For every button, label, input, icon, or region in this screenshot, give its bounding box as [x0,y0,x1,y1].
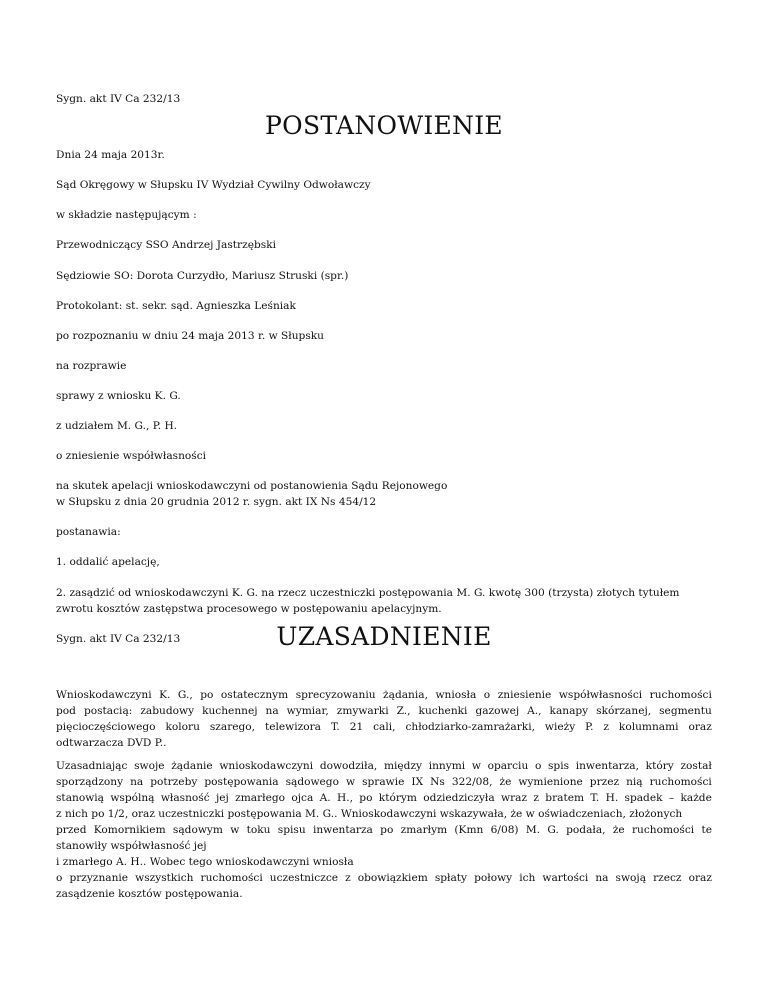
paragraph-line: stanowiły współwłasność jej [56,840,207,852]
judges: Sędziowie SO: Dorota Curzydło, Mariusz Struski (spr.) [56,270,349,282]
paragraph-line: zasądzenie kosztów postępowania. [56,888,243,900]
hearing-info: po rozpoznaniu w dniu 24 maja 2013 r. w Słupsku [56,330,324,342]
paragraph-line: Wnioskodawczyni K. G., po ostatecznym sprecyzowaniu żądania, wniosła o zniesienie współwłasności ruchomości [56,689,712,701]
paragraph-line: pięcioczęściowego koloru szarego, telewizora T. 21 cali, chłodziarko-zamrażarki, wieży P. z kolumnami oraz [56,721,712,733]
ruling-item-2-line-2: zwrotu kosztów zastępstwa procesowego w postępowaniu apelacyjnym. [56,603,442,615]
paragraph-line: przed Komornikiem sądowym w toku spisu inwentarza po zmarłym (Kmn 6/08) M. G. podała, że ruchomości te [56,824,712,836]
paragraph-line: z nich po 1/2, oraz uczestniczki postępowania M. G.. Wnioskodawczyni wskazywała, że w oświadczeniach, złożonych [56,808,683,820]
justification-paragraph-2 [56,758,712,902]
ruling-item-2-line-1: 2. zasądzić od wnioskodawczyni K. G. na rzecz uczestniczki postępowania M. G. kwotę 300 (trzysta) złotych tytułem [56,587,680,599]
resolves-label: postanawia: [56,526,121,538]
case-subject: o zniesienie współwłasności [56,450,207,462]
paragraph-line: odtwarzacza DVD P.. [56,737,167,749]
paragraph-line: pod postacią: zabudowy kuchennej na wymiar, zmywarki Z., kuchenki gazowej A., kanapy skórzanej, segmentu [56,705,712,717]
justification-case-reference: Sygn. akt IV Ca 232/13 [56,633,181,645]
decision-date: Dnia 24 maja 2013r. [56,149,165,161]
participants: z udziałem M. G., P. H. [56,420,178,432]
appeal-info-line-2: w Słupsku z dnia 20 grudnia 2012 r. sygn. akt IX Ns 454/12 [56,496,377,508]
paragraph-line: Uzasadniając swoje żądanie wnioskodawczyni dowodziła, między innymi w oparciu o spis inwentarza, który został [56,760,712,772]
session-type: na rozprawie [56,360,127,372]
paragraph-line: stanowią wspólną własność jej zmarłego ojca A. H., po którym odziedziczyła wraz z bratem T. H. spadek – każde [56,792,712,804]
case-reference: Sygn. akt IV Ca 232/13 [56,93,181,105]
justification-title: UZASADNIENIE [276,622,492,651]
case-description: sprawy z wniosku K. G. [56,390,181,402]
justification-paragraph-1 [56,687,712,751]
paragraph-line: o przyznanie wszystkich ruchomości uczestniczce z obowiązkiem spłaty połowy ich wartości na swoją rzecz oraz [56,872,712,884]
paragraph-line: i zmarłego A. H.. Wobec tego wnioskodawczyni wniosła [56,856,354,868]
court-name: Sąd Okręgowy w Słupsku IV Wydział Cywilny Odwoławczy [56,179,371,191]
paragraph-line: sporządzony na potrzeby postępowania sądowego w sprawie IX Ns 322/08, że wymienione przez nią ruchomości [56,776,712,788]
ruling-item-1: 1. oddalić apelację, [56,556,160,568]
appeal-info-line-1: na skutek apelacji wnioskodawczyni od postanowienia Sądu Rejonowego [56,480,448,492]
composition-label: w składzie następującym : [56,209,197,221]
court-clerk: Protokolant: st. sekr. sąd. Agnieszka Leśniak [56,300,296,312]
presiding-judge: Przewodniczący SSO Andrzej Jastrzębski [56,239,276,251]
decision-title: POSTANOWIENIE [265,111,503,140]
